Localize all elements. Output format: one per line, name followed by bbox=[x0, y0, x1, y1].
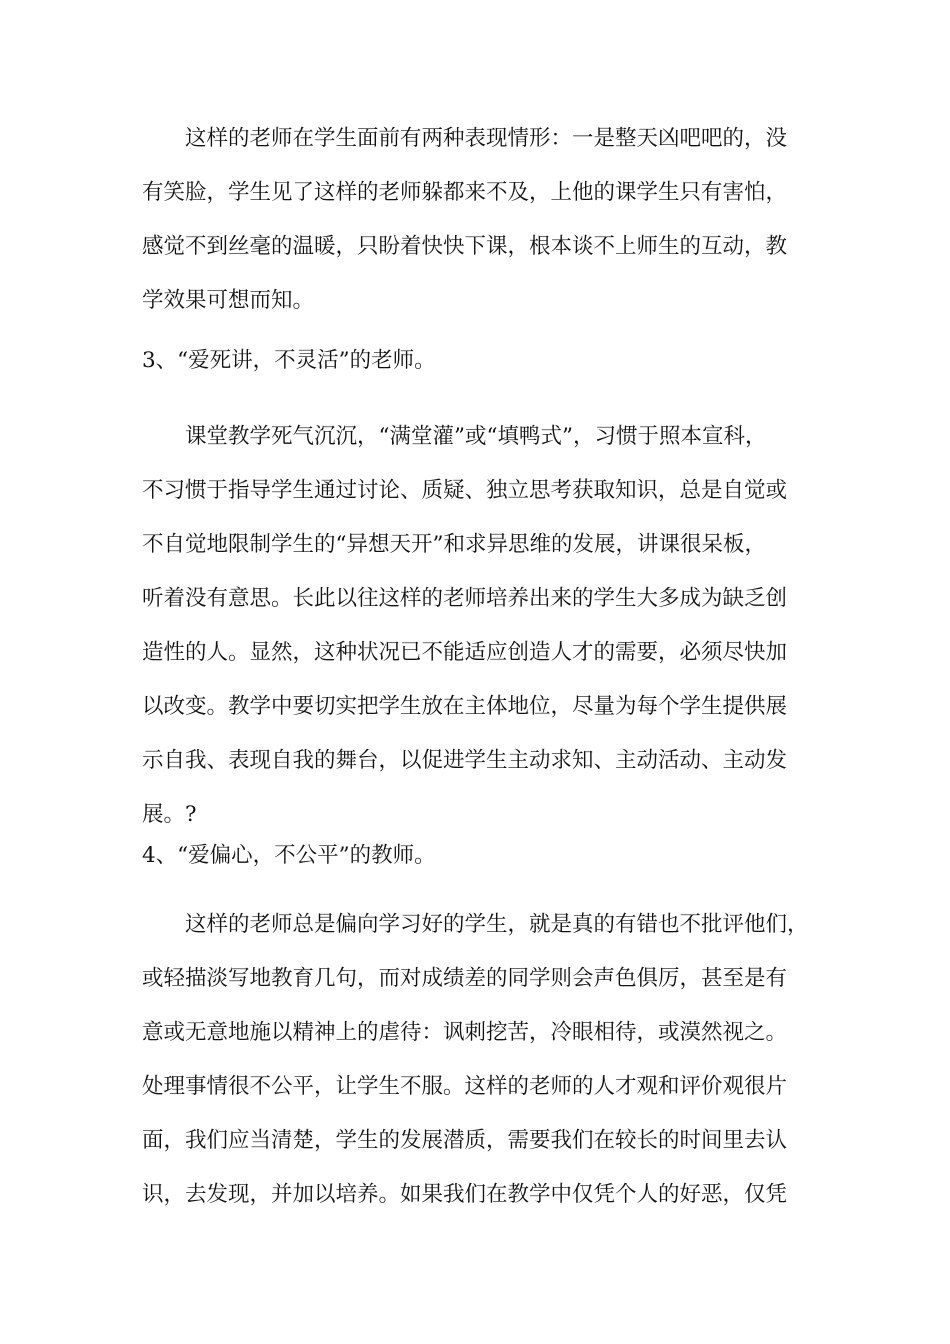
paragraph-line: 处理事情很不公平，让学生不服。这样的老师的人才观和评价观很片 bbox=[142, 1074, 788, 1099]
paragraph-line: 造性的人。显然，这种状况已不能适应创造人才的需要，必须尽快加 bbox=[142, 640, 788, 665]
paragraph-line: 感觉不到丝毫的温暖，只盼着快快下课，根本谈不上师生的互动，教 bbox=[142, 234, 788, 259]
paragraph-line: 意或无意地施以精神上的虐待：讽刺挖苦，冷眼相待，或漠然视之。 bbox=[142, 1020, 788, 1045]
paragraph-line: 课堂教学死气沉沉，“满堂灌”或“填鸭式”，习惯于照本宣科， bbox=[185, 424, 767, 449]
paragraph-line: 展。? bbox=[142, 802, 197, 827]
paragraph-line: 听着没有意思。长此以往这样的老师培养出来的学生大多成为缺乏创 bbox=[142, 586, 788, 611]
section-heading-4: 4、“爱偏心，不公平”的教师。 bbox=[142, 843, 436, 868]
paragraph-line: 以改变。教学中要切实把学生放在主体地位，尽量为每个学生提供展 bbox=[142, 694, 788, 719]
paragraph-line: 不习惯于指导学生通过讨论、质疑、独立思考获取知识，总是自觉或 bbox=[142, 478, 788, 503]
paragraph-line: 学效果可想而知。 bbox=[142, 288, 315, 313]
section-heading-3: 3、“爱死讲，不灵活”的老师。 bbox=[142, 348, 436, 373]
paragraph-rigid-teaching bbox=[142, 410, 822, 842]
paragraph-line: 这样的老师在学生面前有两种表现情形：一是整天凶吧吧的，没 bbox=[185, 126, 788, 151]
paragraph-unfair-teacher bbox=[142, 898, 822, 1222]
paragraph-teacher-harsh bbox=[142, 112, 822, 328]
paragraph-line: 不自觉地限制学生的“异想天开”和求异思维的发展，讲课很呆板， bbox=[142, 532, 766, 557]
paragraph-line: 或轻描淡写地教育几句，而对成绩差的同学则会声色俱厉，甚至是有 bbox=[142, 966, 788, 991]
paragraph-line: 有笑脸，学生见了这样的老师躲都来不及，上他的课学生只有害怕， bbox=[142, 180, 788, 205]
paragraph-line: 识，去发现，并加以培养。如果我们在教学中仅凭个人的好恶，仅凭 bbox=[142, 1182, 788, 1207]
paragraph-line: 示自我、表现自我的舞台，以促进学生主动求知、主动活动、主动发 bbox=[142, 748, 788, 773]
paragraph-line: 这样的老师总是偏向学习好的学生，就是真的有错也不批评他们， bbox=[185, 912, 809, 937]
paragraph-line: 面，我们应当清楚，学生的发展潜质，需要我们在较长的时间里去认 bbox=[142, 1128, 788, 1153]
